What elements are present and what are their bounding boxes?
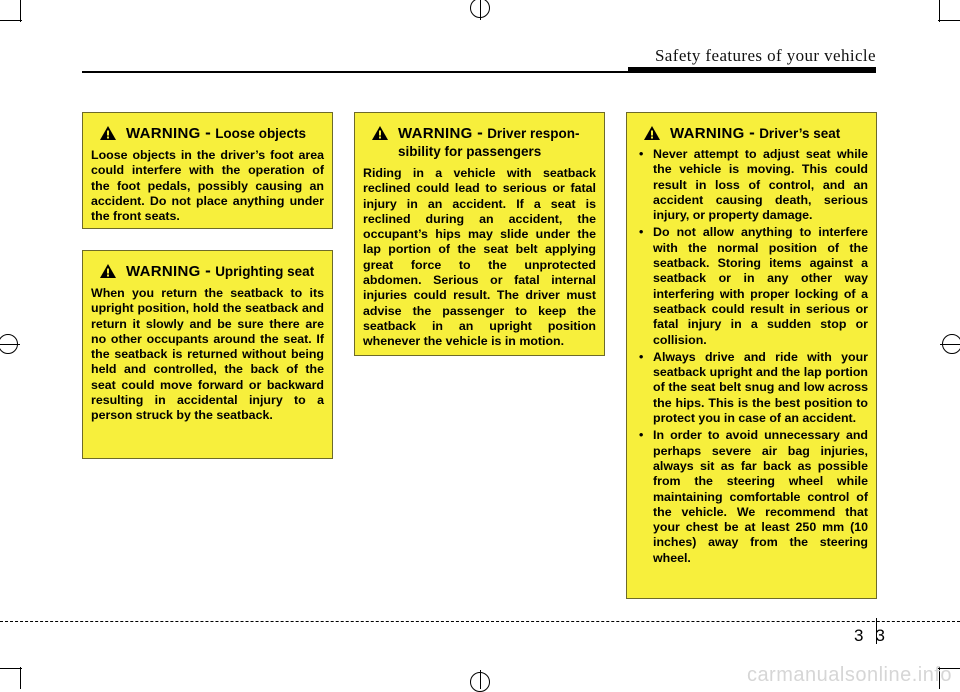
warning-triangle-icon [371,125,389,141]
crop-mark [0,668,22,669]
warning-triangle-icon [643,125,661,141]
warning-box-uprighting-seat [82,250,333,459]
warning-body: When you return the seatback to its upright position, hold the seatback and return it slowly and be sure there are no other occupants around the seat. If the seatback is returned without being held and controlled, the back of the seat could move forward or backward resulting in accidental injury to a person struck by the seatback. [91,286,324,423]
warning-word: WARNING [126,125,201,142]
header-rule [82,71,628,73]
page-number [854,626,885,646]
warning-bullet-item: • Never attempt to adjust seat while the vehicle is moving. This could result in loss of control, and an accident causing death, serious injury, or property damage. [635,147,868,223]
registration-mark [480,0,481,20]
warning-dash: - [205,123,211,142]
warning-word: WARNING [670,125,745,142]
crop-mark [939,0,940,22]
warning-box-drivers-seat [626,112,877,599]
warning-heading [363,123,596,161]
warning-dash: - [205,261,211,280]
warning-bullet-item: • In order to avoid unnecessary and perhaps severe air bag injuries, always sit as far back as possible from the steering wheel while maintaining comfortable control of the vehicle. We recommend that your chest be at least 250 mm (10 inches) away from the steering wheel. [635,428,868,566]
registration-mark [0,344,20,345]
crop-mark [938,20,960,21]
warning-dash: - [749,123,755,142]
warning-dash: - [477,123,483,142]
warning-subject: Driver responsibility for passengers [398,126,580,159]
warning-heading [635,123,868,143]
registration-mark [480,670,481,689]
warning-subject: Loose objects [215,126,306,141]
warning-triangle-icon [99,125,117,141]
warning-subject: Uprighting seat [215,264,315,279]
chapter-number: 3 [854,626,864,645]
warning-bullet-item: • Do not allow anything to interfere with the normal position of the seatback. Storing items against a seatback or in any other way interfering with proper locking of a seatback could result in serious or fatal injury in a sudden stop or collision. [635,225,868,347]
warning-bullet-item: • Always drive and ride with your seatback upright and the lap portion of the seat belt snug and low across the hips. This is the best position to protect you in case of an accident. [635,350,868,426]
warning-box-loose-objects [82,112,333,229]
registration-mark [940,344,960,345]
warning-heading [91,123,324,143]
warning-triangle-icon [99,263,117,279]
crop-mark [0,20,22,21]
warning-word: WARNING [398,125,473,142]
warning-body: Riding in a vehicle with seatback reclined could lead to serious or fatal injury in an accident. If a seat is reclined during an accident, the occupant’s hips may slide under the lap portion of the seat belt applying great force to the unprotected abdomen. Serious or fatal internal injuries could result. The driver must advise the passenger to keep the seatback in an upright position whenever the vehicle is in motion. [363,166,596,349]
warning-bullet-list [635,147,868,566]
page-number-value: 3 [875,626,885,645]
warning-box-driver-responsibility [354,112,605,356]
warning-heading [91,261,324,281]
warning-subject: Driver’s seat [759,126,841,141]
crop-mark [20,0,21,22]
page-header-title: Safety features of your vehicle [654,46,876,65]
footer-rule [0,621,960,622]
warning-body: Loose objects in the driver’s foot area could interfere with the operation of the foot pedals, possibly causing an accident. Do not place anything under the front seats. [91,148,324,224]
warning-word: WARNING [126,263,201,280]
watermark: carmanualsonline.info [746,664,952,686]
header-bar [628,67,876,73]
crop-mark [20,667,21,689]
